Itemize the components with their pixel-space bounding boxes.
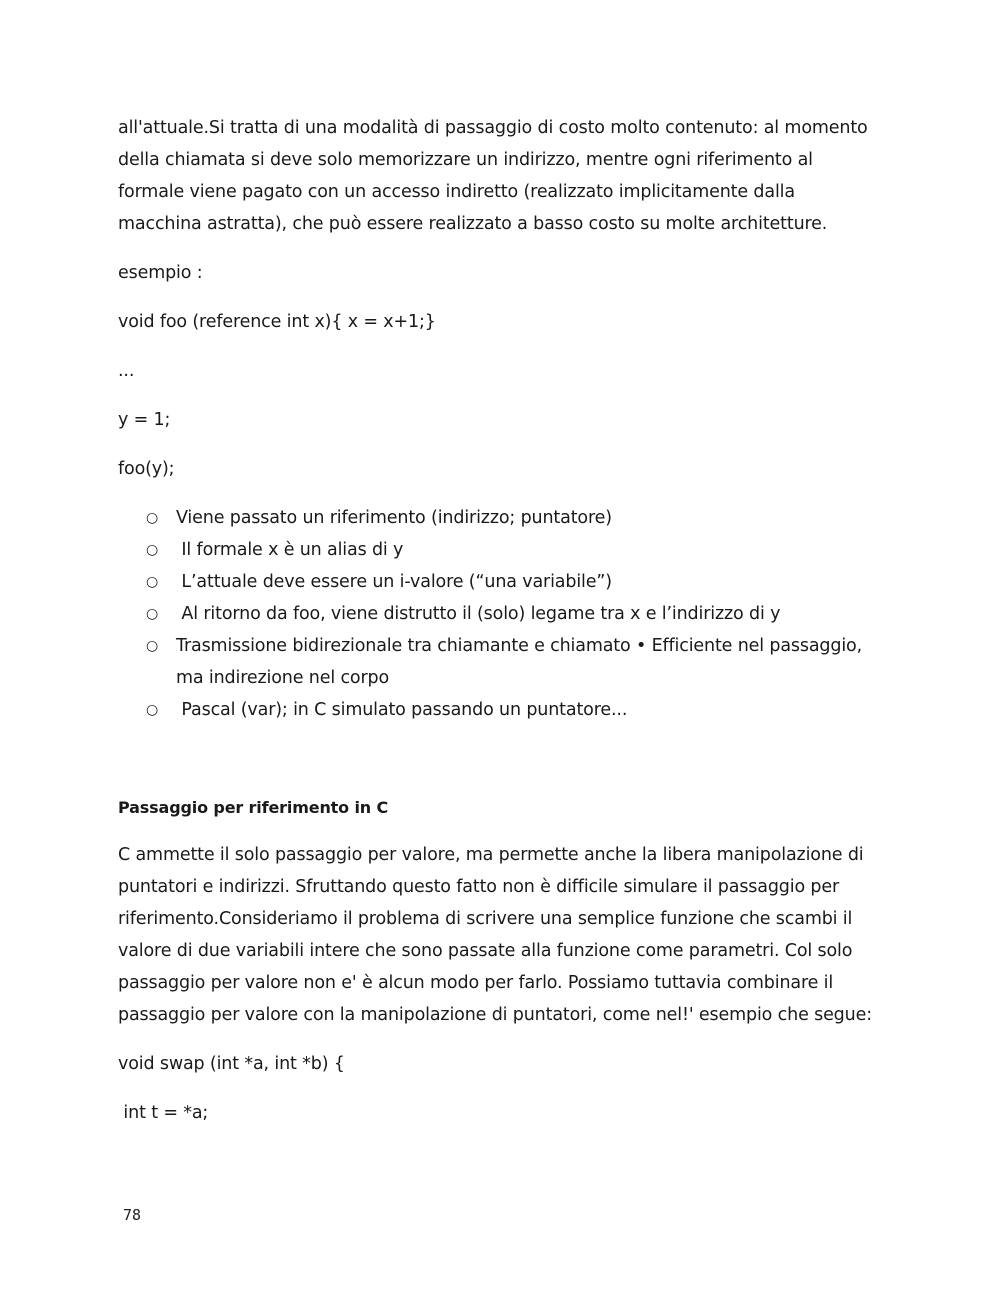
code-line-temp-assign: int t = *a; xyxy=(118,1103,209,1123)
code-line-swap-signature: void swap (int *a, int *b) { xyxy=(118,1054,345,1074)
bullet-text: Pascal (var); in C simulato passando un puntatore... xyxy=(176,700,628,720)
bullet-text: Al ritorno da foo, viene distrutto il (solo) legame tra x e l’indirizzo di y xyxy=(176,604,781,624)
bullet-list xyxy=(118,502,878,726)
list-item xyxy=(118,598,878,630)
bullet-marker: ○ xyxy=(146,638,159,654)
intro-paragraph: all'attuale.Si tratta di una modalità di passaggio di costo molto contenuto: al momento della chiamata si deve solo memorizzare un indirizzo, mentre ogni riferimento al formale viene pagato con un accesso indiretto (realizzato implicitamente dalla macchina astratta), che può essere realizzato a basso costo su molte architetture. xyxy=(118,118,868,234)
bullet-text: Il formale x è un alias di y xyxy=(176,540,404,560)
page-content xyxy=(118,112,878,1146)
bullet-text: Trasmissione bidirezionale tra chiamante e chiamato • Efficiente nel passaggio, ma indirezione nel corpo xyxy=(176,636,868,688)
example-label: esempio : xyxy=(118,263,203,283)
bullet-marker: ○ xyxy=(146,574,159,590)
bullet-text: L’attuale deve essere un i-valore (“una variabile”) xyxy=(176,572,612,592)
list-item xyxy=(118,630,878,694)
list-item xyxy=(118,534,878,566)
list-item xyxy=(118,566,878,598)
bullet-marker: ○ xyxy=(146,606,159,622)
list-item xyxy=(118,694,878,726)
page-number: 78 xyxy=(123,1206,142,1224)
list-item xyxy=(118,502,878,534)
bullet-text: Viene passato un riferimento (indirizzo; puntatore) xyxy=(176,508,612,528)
code-ellipsis: ... xyxy=(118,361,135,381)
code-line-foo-definition: void foo (reference int x){ x = x+1;} xyxy=(118,312,436,332)
body-paragraph: C ammette il solo passaggio per valore, ma permette anche la libera manipolazione di puntatori e indirizzi. Sfruttando questo fatto non è difficile simulare il passaggio per riferimento.Consideriamo il problema di scrivere una semplice funzione che scambi il valore di due variabili intere che sono passate alla funzione come parametri. Col solo passaggio per valore non e' è alcun modo per farlo. Possiamo tuttavia combinare il passaggio per valore con la manipolazione di puntatori, come nel!' esempio che segue: xyxy=(118,845,872,1025)
code-line-foo-call: foo(y); xyxy=(118,459,175,479)
bullet-marker: ○ xyxy=(146,702,159,718)
section-heading: Passaggio per riferimento in C xyxy=(118,798,389,817)
code-line-assign-y: y = 1; xyxy=(118,410,171,430)
bullet-marker: ○ xyxy=(146,510,159,526)
bullet-marker: ○ xyxy=(146,542,159,558)
